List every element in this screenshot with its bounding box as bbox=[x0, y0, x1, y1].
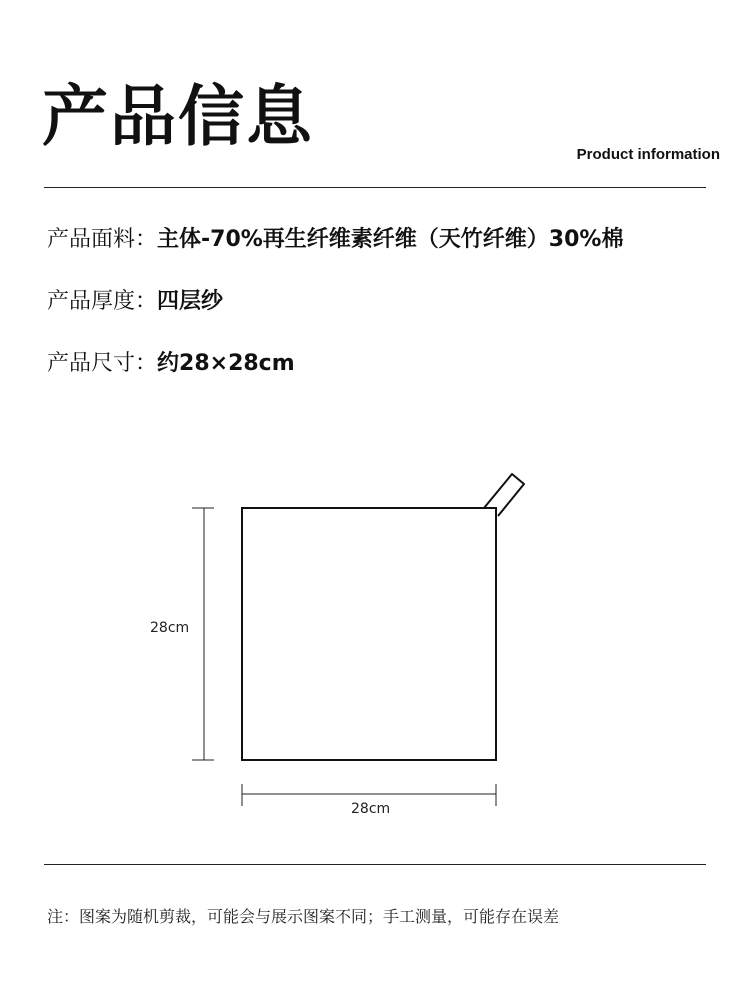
spec-size-value: 约28×28cm bbox=[157, 351, 295, 376]
spec-fabric-value: 主体-70%再生纤维素纤维（天竹纤维）30%棉 bbox=[157, 227, 624, 252]
width-label: 28cm bbox=[351, 801, 391, 817]
spec-size-label: 产品尺寸： bbox=[47, 351, 158, 376]
page-subtitle: Product information bbox=[576, 146, 720, 163]
height-label: 28cm bbox=[150, 620, 190, 636]
footer-note: 注：图案为随机剪裁，可能会与展示图案不同；手工测量，可能存在误差 bbox=[47, 907, 560, 926]
spec-thickness-value: 四层纱 bbox=[157, 289, 224, 314]
spec-fabric-label: 产品面料： bbox=[47, 227, 158, 252]
bottom-divider bbox=[44, 864, 706, 865]
page-title: 产品信息 bbox=[42, 78, 314, 155]
height-dimension-line bbox=[192, 508, 214, 760]
spec-thickness-label: 产品厚度： bbox=[47, 289, 158, 314]
towel-outline bbox=[242, 508, 496, 760]
